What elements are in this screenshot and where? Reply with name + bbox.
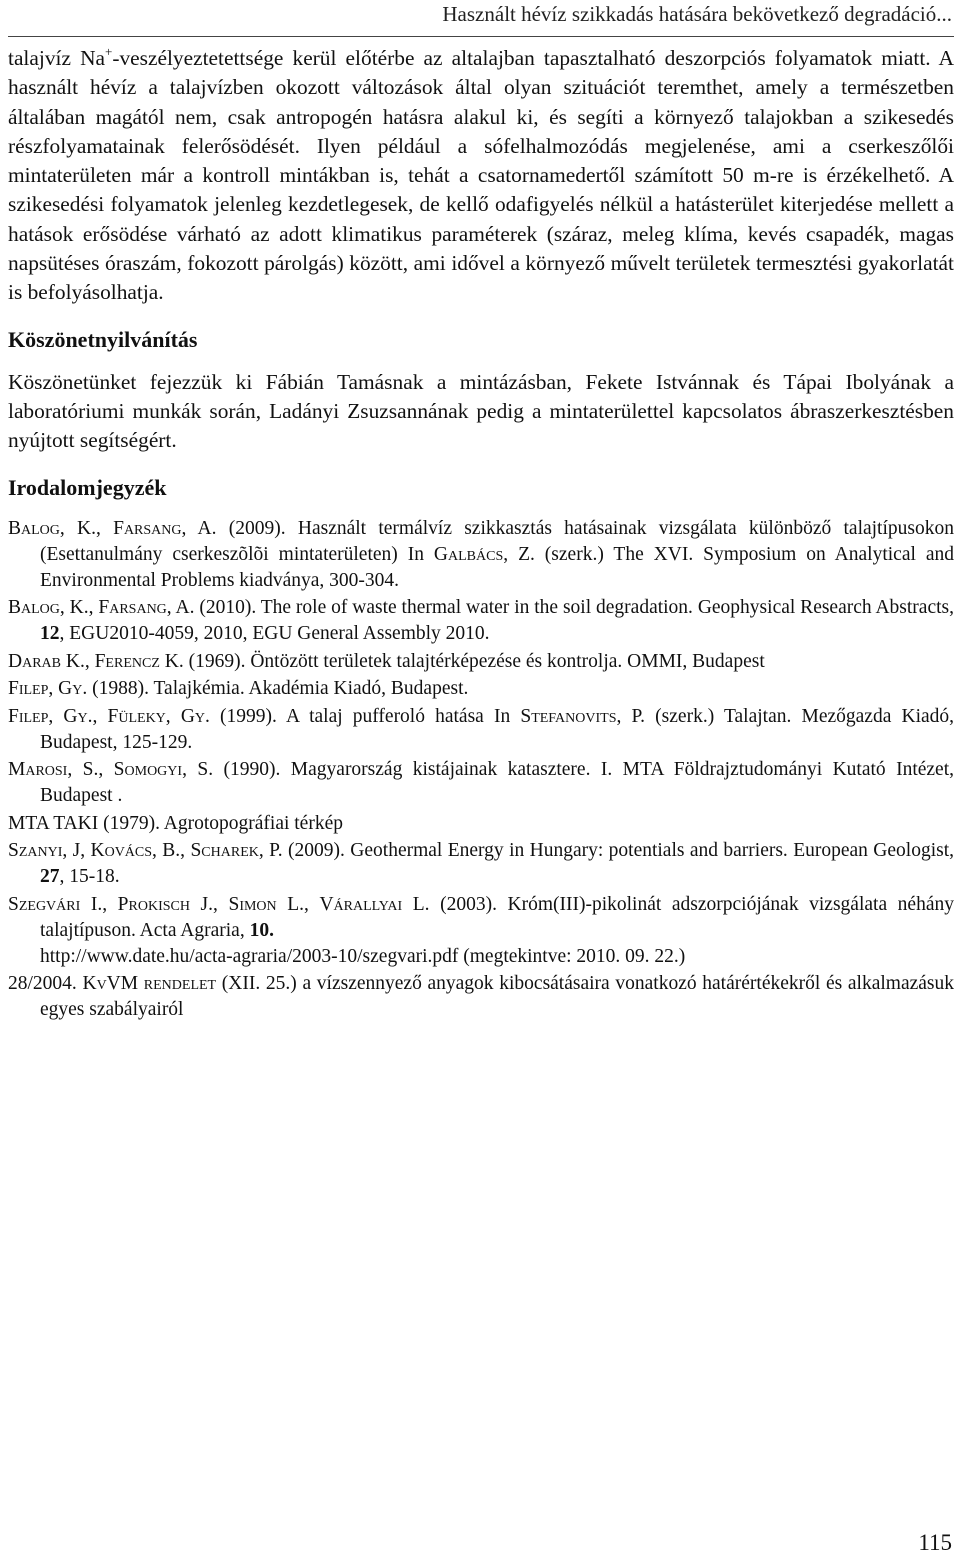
reference-text: , — [165, 705, 181, 727]
reference-item — [8, 892, 954, 970]
reference-author: Kovács — [90, 840, 153, 862]
reference-author: Filep — [8, 705, 49, 727]
reference-text: , S. (1990). Magyarország kistájainak katasztere. I. MTA Földrajztudományi Kutató Intézet, Budapest . — [40, 759, 954, 807]
reference-text: . (1999). A talaj pufferoló hatása In — [205, 705, 521, 727]
body-paragraph-text: -veszélyeztetettsége kerül előtérbe az altalajban tapasztalható deszorpciós folyamatok miatt. A használt hévíz a talajvízben okozott változások által olyan szituációt teremthet, amely a természetben általában magától nem, csak antropogén hatásra alakul ki, és segíti a környező talajokban a szikesedés részfolyamatainak felerősödését. Ilyen például a sófelhalmozódás megjelenése, ami a cserkeszőlői mintaterületen már a kontroll mintákban is, tehát a csatornamedertől számított 50 m-re is érzékelhető. A szikesedési folyamatok jelenleg kezdetlegesek, de kellő odafigyelés nélkül a hatásterület kiterjedése mellett a hatások erősödése várható az adott klimatikus paraméterek (száraz, meleg klíma, kevés csapadék, magas napsütéses óraszám, fokozott párolgás) között, ami idővel a környező művelt területek termesztési gyakorlatát is befolyásolhatja. — [8, 46, 954, 305]
reference-text: MTA TAKI (1979). Agrotopográfiai térkép — [8, 812, 343, 834]
reference-author: Ferencz — [94, 650, 160, 672]
reference-editor: Galbács — [433, 543, 504, 565]
header-rule — [8, 36, 954, 37]
page-number: 115 — [918, 1530, 952, 1555]
superscript-plus: + — [105, 44, 113, 59]
reference-text: , P. (2009). Geothermal Energy in Hungary: potentials and barriers. European Geologist, — [258, 840, 954, 862]
reference-author: Gy — [58, 678, 83, 700]
reference-text: K. (1969). Öntözött területek talajtérképezése és kontrolja. OMMI, Budapest — [159, 650, 765, 672]
reference-url-link[interactable]: http://www.date.hu/acta-agraria/2003-10/szegvari.pdf — [40, 945, 459, 967]
reference-text: , B., — [152, 840, 191, 862]
reference-item — [8, 811, 954, 837]
acknowledgement-paragraph: Köszönetünket fejezzük ki Fábián Tamásnak a mintázásban, Fekete Istvánnak és Tápai Ibolyának a laboratóriumi munkák során, Ladányi Zsuzsannának pedig a mintaterülettel kapcsolatos ábraszerkesztésben nyújtott segítségért. — [8, 369, 954, 453]
reference-item — [8, 516, 954, 594]
reference-text: 28/2004. — [8, 973, 83, 995]
references-heading: Irodalomjegyzék — [8, 474, 167, 500]
reference-author: Scharek — [190, 840, 259, 862]
reference-author: Szegvári — [8, 893, 81, 915]
reference-item — [8, 704, 954, 756]
reference-author: Filep — [8, 678, 49, 700]
reference-author: Prokisch — [117, 893, 190, 915]
reference-item — [8, 757, 954, 809]
reference-item — [8, 676, 954, 702]
reference-list — [8, 516, 954, 1024]
reference-author: Várallyai — [319, 893, 403, 915]
reference-text: ., — [87, 705, 108, 727]
reference-volume: 27 — [40, 866, 60, 888]
running-header: Használt hévíz szikkadás hatására bekövetkező degradáció... — [442, 2, 952, 26]
reference-author: Darab — [8, 650, 61, 672]
reference-text: J., — [189, 893, 229, 915]
acknowledgement-heading: Köszönetnyilvánítás — [8, 326, 198, 352]
reference-volume: 12 — [40, 623, 60, 645]
reference-item — [8, 971, 954, 1023]
reference-item — [8, 595, 954, 647]
reference-text: , A. (2009). Használt termálvíz szikkasztás hatásainak vizsgálata különböző talajtípusokon (Esettanulmány cserkeszõlõi mintaterületen) In — [40, 517, 954, 565]
reference-volume: 10. — [249, 919, 274, 941]
reference-text: , J, — [62, 840, 91, 862]
reference-item — [8, 838, 954, 890]
body-paragraph — [8, 44, 954, 308]
reference-author: Farsang — [98, 597, 167, 619]
reference-author: KvVM rendelet — [82, 973, 217, 995]
reference-author: Farsang — [113, 517, 182, 539]
reference-author: Gy — [63, 705, 88, 727]
reference-text: , P. (szerk.) Talajtan. Mezőgazda Kiadó, Budapest, 125-129. — [40, 705, 955, 753]
reference-text: , EGU2010-4059, 2010, EGU General Assembly 2010. — [59, 623, 490, 645]
reference-text: . (1988). Talajkémia. Akadémia Kiadó, Budapest. — [82, 678, 469, 700]
reference-text: (megtekintve: 2010. 09. 22.) — [458, 945, 686, 967]
reference-author: Somogyi — [113, 759, 183, 781]
reference-author: Füleky — [107, 705, 166, 727]
reference-author: Balog — [8, 517, 60, 539]
reference-author: Szanyi — [8, 840, 63, 862]
reference-text: , 15-18. — [59, 866, 120, 888]
reference-text: , — [48, 705, 64, 727]
reference-text: , K., — [59, 517, 114, 539]
reference-author: Marosi — [8, 759, 68, 781]
reference-text: K., — [60, 650, 95, 672]
reference-text: I., — [80, 893, 118, 915]
reference-item — [8, 649, 954, 675]
reference-text: , K., — [59, 597, 99, 619]
reference-text: , A. (2010). The role of waste thermal water in the soil degradation. Geophysical Research Abstracts, — [166, 597, 954, 619]
reference-text: , S., — [67, 759, 114, 781]
body-paragraph-start: talajvíz Na — [8, 46, 106, 70]
reference-author: Gy — [180, 705, 206, 727]
reference-text: L., — [276, 893, 320, 915]
reference-text: L. (2003). Króm(III)-pikolinát adszorpciójának vizsgálata néhány talajtípuson. Acta Agraria, — [40, 893, 954, 941]
reference-author: Balog — [8, 597, 60, 619]
reference-editor: Stefanovits — [520, 705, 617, 727]
reference-text: , — [48, 678, 59, 700]
reference-text: (XII. 25.) a vízszennyező anyagok kibocsátásaira vonatkozó határértékekről és alkalmazásuk egyes szabályairól — [40, 973, 955, 1021]
reference-author: Simon — [228, 893, 277, 915]
main-content — [8, 44, 954, 1025]
reference-text: , Z. (szerk.) The XVI. Symposium on Analytical and Environmental Problems kiadványa, 300-304. — [40, 543, 954, 591]
